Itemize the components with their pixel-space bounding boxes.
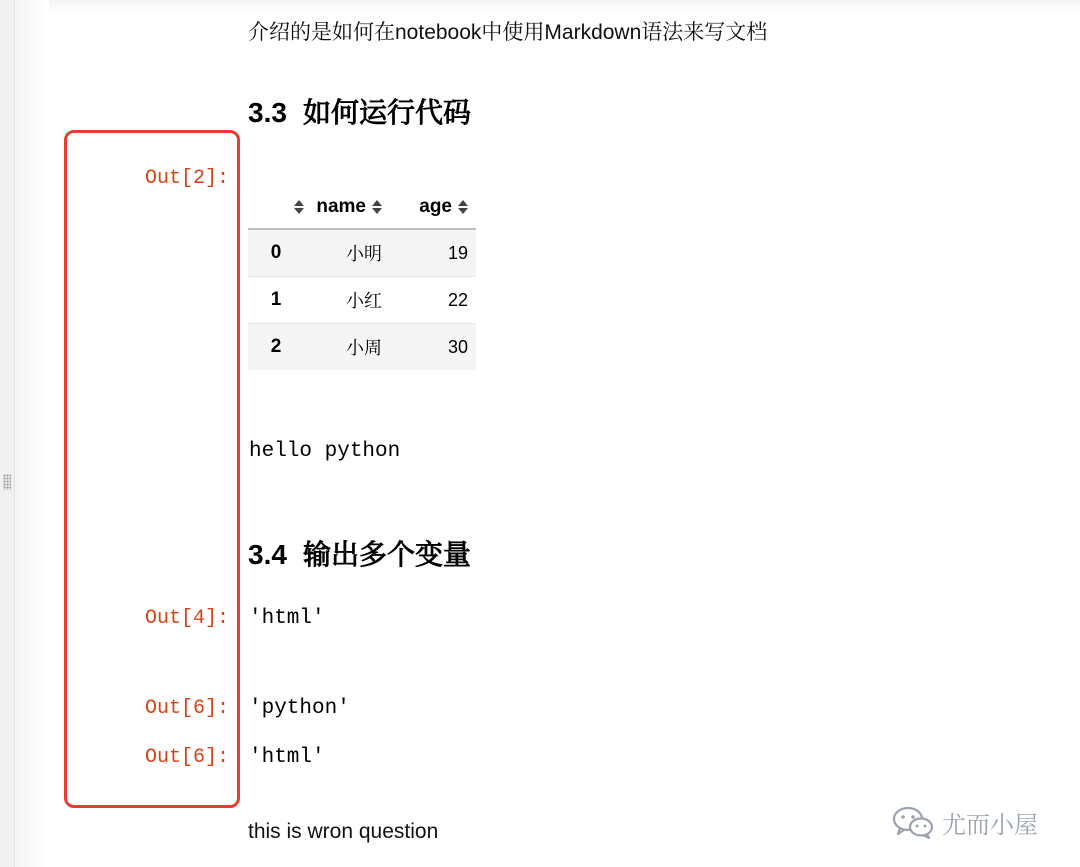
cell-name: 小周 [304, 324, 388, 371]
section-heading-3-4 [248, 533, 471, 573]
cell-age: 22 [388, 277, 476, 324]
cell-name: 小红 [304, 277, 388, 324]
notebook-left-margin [15, 0, 49, 867]
output-value-6-html: 'html' [249, 746, 325, 769]
table-header-row [248, 186, 476, 229]
left-sidebar-gutter [0, 0, 15, 867]
output-value-4: 'html' [249, 607, 325, 630]
section-heading-3-3 [248, 91, 471, 131]
print-output-text: hello python [249, 440, 401, 463]
sort-arrows-icon[interactable] [294, 200, 304, 214]
watermark [892, 802, 1038, 842]
section-title: 输出多个变量 [302, 539, 471, 570]
row-index: 1 [248, 277, 304, 324]
dataframe-table [248, 186, 476, 370]
wechat-icon [892, 805, 934, 839]
out-prompt-6: Out[6]: [144, 697, 229, 720]
out-prompt-2: Out[2]: [144, 167, 229, 190]
watermark-text: 尤而小屋 [942, 811, 1038, 839]
table-row [248, 229, 476, 277]
sort-arrows-icon[interactable] [372, 200, 382, 214]
section-title: 如何运行代码 [302, 97, 471, 128]
column-header-name[interactable] [304, 186, 388, 229]
column-header-label: age [419, 196, 452, 217]
row-index: 2 [248, 324, 304, 371]
markdown-final-text: this is wron question [248, 820, 439, 843]
row-index: 0 [270, 242, 282, 263]
cell-age: 30 [388, 324, 476, 371]
cell-age: 19 [447, 242, 468, 263]
markdown-intro-text: 介绍的是如何在notebook中使用Markdown语法来写文档 [248, 21, 768, 44]
sidebar-resize-handle-icon[interactable] [3, 474, 11, 490]
table-row [248, 324, 476, 371]
column-header-label: name [316, 196, 366, 217]
out-prompt-6-second: Out[6]: [144, 746, 229, 769]
index-header[interactable] [248, 186, 304, 229]
section-number: 3.3 [248, 97, 287, 128]
cell-name: 小明 [346, 244, 382, 264]
section-number: 3.4 [248, 539, 287, 570]
out-prompt-4: Out[4]: [144, 607, 229, 630]
column-header-age[interactable] [388, 186, 476, 229]
output-value-6-python: 'python' [249, 697, 350, 720]
table-row [248, 277, 476, 324]
sort-arrows-icon[interactable] [458, 200, 468, 214]
top-edge-shadow [49, 0, 1080, 12]
